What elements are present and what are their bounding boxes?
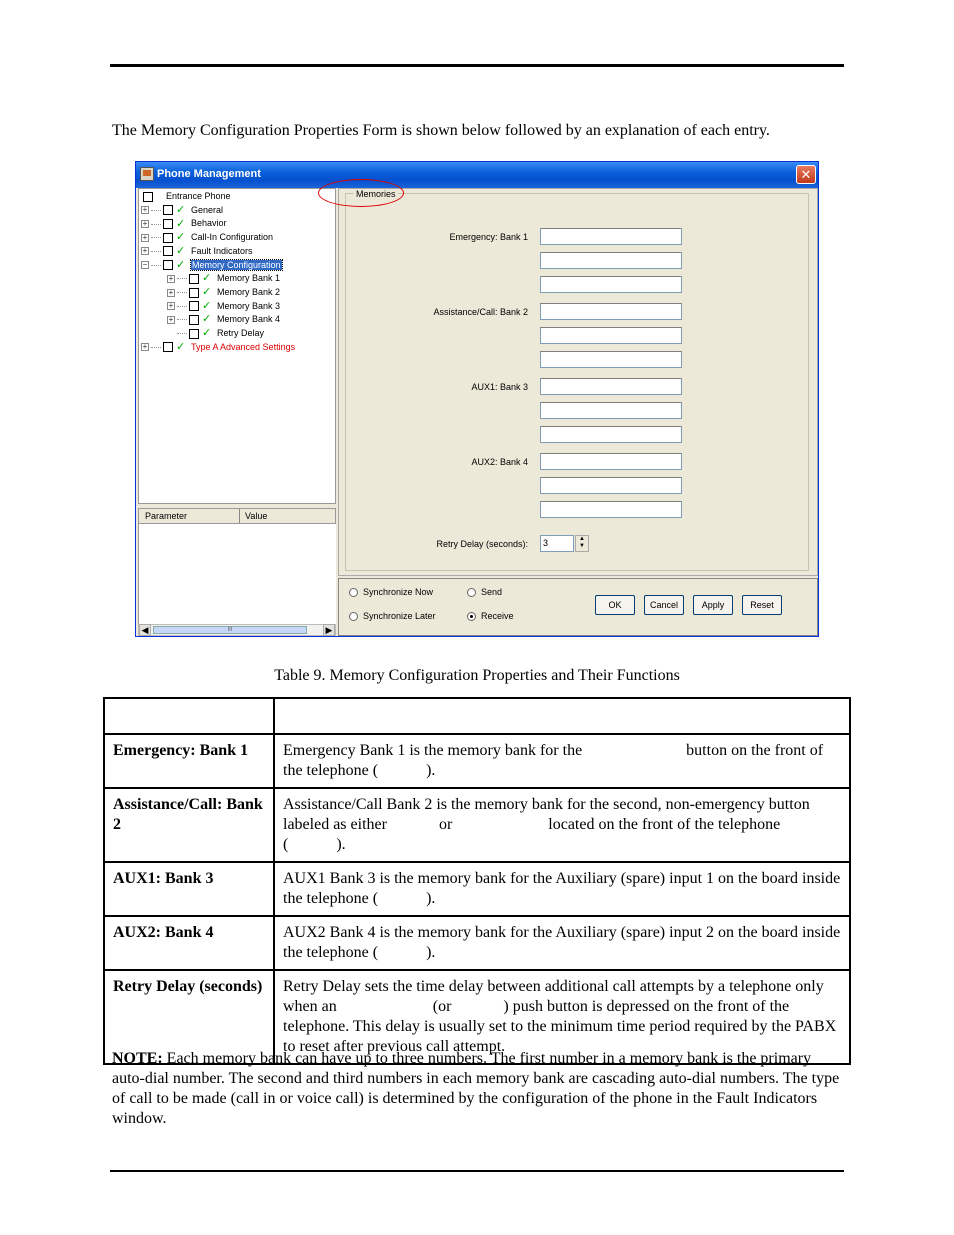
checkbox-icon[interactable] (143, 192, 153, 202)
expand-icon[interactable]: + (168, 273, 174, 283)
checkmark-icon: ✓ (176, 258, 186, 271)
tree-item-label: Call-In Configuration (191, 232, 274, 243)
tree-item[interactable] (167, 300, 280, 313)
parameter-column-header[interactable]: Parameter (145, 511, 188, 521)
checkmark-icon: ✓ (176, 340, 186, 353)
expand-icon[interactable]: + (168, 314, 174, 324)
table-row: AUX1: Bank 3 AUX1 Bank 3 is the memory bank for the Auxiliary (spare) input 1 on the board inside the telephone ( ). (104, 862, 850, 916)
checkbox-icon[interactable] (163, 205, 173, 215)
expand-icon[interactable]: + (142, 342, 148, 352)
checkmark-icon: ✓ (176, 217, 186, 230)
checkbox-icon[interactable] (163, 233, 173, 243)
checkmark-icon: ✓ (176, 203, 186, 216)
reset-button[interactable]: Reset (742, 595, 782, 615)
parameter-grid-header (138, 508, 336, 524)
close-button[interactable]: ✕ (796, 165, 816, 184)
checkmark-icon: ✓ (202, 327, 212, 340)
tree-connector (151, 210, 161, 211)
bank3-label: AUX1: Bank 3 (471, 382, 528, 392)
tree-item[interactable] (141, 341, 295, 354)
scroll-left-icon[interactable]: ◀ (139, 624, 151, 636)
ok-button[interactable]: OK (595, 595, 635, 615)
highlight-ellipse (318, 179, 404, 207)
note-paragraph (112, 1049, 842, 1129)
title-bar[interactable] (136, 162, 818, 188)
tree-item[interactable] (167, 286, 280, 299)
note-text: Each memory bank can have up to three numbers. The first number in a memory bank is the primary auto-dial number. The second and third numbers in each memory bank are cascading auto-dial numbers. The type of call to be made (call in or voice call) is determined by the configuration of the phone in the Fault Indicators window. (112, 1050, 840, 1127)
tree-connector (177, 292, 187, 293)
tree-item-label: General (191, 204, 224, 215)
properties-table (103, 697, 851, 1065)
tree-item-label: Memory Bank 4 (217, 314, 281, 325)
memories-panel (338, 188, 818, 576)
tree-connector (151, 237, 161, 238)
tree-connector (151, 224, 161, 225)
header-rule (110, 64, 844, 67)
tree-connector (177, 319, 187, 320)
table-row: AUX2: Bank 4 AUX2 Bank 4 is the memory bank for the Auxiliary (spare) input 2 on the board inside the telephone ( ). (104, 916, 850, 970)
tree-item-label: Behavior (191, 218, 227, 229)
footer-rule (110, 1170, 844, 1172)
tree-connector (151, 251, 161, 252)
parameter-grid (138, 524, 336, 624)
checkmark-icon: ✓ (202, 299, 212, 312)
checkbox-icon[interactable] (189, 288, 199, 298)
tree-item-label: Fault Indicators (191, 245, 253, 256)
checkbox-icon[interactable] (189, 274, 199, 284)
expand-icon[interactable]: + (168, 287, 174, 297)
note-label: NOTE: (112, 1050, 163, 1067)
retry-delay-spinner[interactable]: ▲ ▼ (575, 535, 589, 552)
checkbox-icon[interactable] (163, 342, 173, 352)
tree-item[interactable] (167, 313, 280, 326)
tree-item[interactable] (141, 245, 253, 258)
scroll-thumb[interactable]: III (153, 626, 307, 634)
settings-tree (138, 188, 336, 504)
checkbox-icon[interactable] (189, 329, 199, 339)
phone-management-window (135, 161, 819, 637)
tree-item[interactable] (141, 259, 282, 272)
checkbox-icon[interactable] (189, 315, 199, 325)
bank4-label: AUX2: Bank 4 (471, 457, 528, 467)
receive-radio[interactable]: Receive (467, 611, 514, 621)
apply-button[interactable]: Apply (693, 595, 733, 615)
expand-icon[interactable]: + (142, 246, 148, 256)
tree-item-label: Memory Configuration (192, 259, 281, 270)
tree-item[interactable] (167, 272, 280, 285)
table-header-row (104, 698, 850, 734)
sync-now-radio[interactable]: Synchronize Now (349, 587, 433, 597)
tree-connector (177, 333, 187, 334)
tree-item[interactable] (167, 327, 264, 340)
checkbox-icon[interactable] (163, 219, 173, 229)
cancel-button[interactable]: Cancel (644, 595, 684, 615)
tree-item-label: Retry Delay (217, 328, 265, 339)
intro-paragraph: The Memory Configuration Properties Form is shown below followed by an explanation of each entry. (112, 122, 770, 139)
window-title: Phone Management (157, 168, 261, 180)
radio-on-icon (467, 612, 476, 621)
tree-item[interactable] (141, 204, 223, 217)
tree-item-label: Entrance Phone (166, 191, 231, 202)
retry-delay-input[interactable]: 3 (540, 535, 574, 552)
memories-group-title: Memories (356, 189, 396, 199)
tree-connector (151, 347, 161, 348)
tree-item[interactable] (141, 190, 231, 203)
radio-off-icon (349, 588, 358, 597)
app-icon (140, 167, 154, 181)
expand-icon[interactable]: + (168, 301, 174, 311)
radio-off-icon (349, 612, 358, 621)
expand-icon[interactable]: + (142, 205, 148, 215)
value-column-header[interactable]: Value (245, 511, 268, 521)
column-divider[interactable] (239, 509, 240, 523)
sync-later-radio[interactable]: Synchronize Later (349, 611, 436, 621)
expand-icon[interactable]: + (142, 232, 148, 242)
horizontal-scrollbar[interactable] (138, 624, 336, 636)
memories-group (345, 189, 809, 571)
table-caption: Table 9. Memory Configuration Properties and Their Functions (274, 667, 680, 684)
scroll-right-icon[interactable]: ▶ (323, 624, 335, 636)
collapse-icon[interactable]: − (142, 260, 148, 270)
tree-item[interactable] (141, 231, 273, 244)
checkbox-icon[interactable] (163, 246, 173, 256)
tree-connector (151, 265, 161, 266)
tree-connector (177, 306, 187, 307)
checkbox-icon[interactable] (189, 301, 199, 311)
checkmark-icon: ✓ (202, 286, 212, 299)
table-row: Retry Delay (seconds) Retry Delay sets the time delay between additional call attempts by a telephone only when an (or ) push button is depressed on the front of the telephone. This delay is usually set to the minimum time period required by the PABX to reset after previous call attempt. (104, 970, 850, 1064)
tree-item-label: Memory Bank 1 (217, 273, 281, 284)
radio-off-icon (467, 588, 476, 597)
expand-icon[interactable]: + (142, 219, 148, 229)
bank1-label: Emergency: Bank 1 (449, 232, 528, 242)
checkmark-icon: ✓ (176, 231, 186, 244)
send-radio[interactable]: Send (467, 587, 502, 597)
table-row: Emergency: Bank 1 Emergency Bank 1 is the memory bank for the button on the front of the telephone ( ). (104, 734, 850, 788)
table-row: Assistance/Call: Bank 2 Assistance/Call Bank 2 is the memory bank for the second, non-emergency button labeled as either or located on the front of the telephone ( ). (104, 788, 850, 862)
sync-panel (338, 578, 818, 636)
checkmark-icon: ✓ (202, 272, 212, 285)
tree-item[interactable] (141, 217, 227, 230)
tree-item-label: Memory Bank 2 (217, 287, 281, 298)
bank2-label: Assistance/Call: Bank 2 (433, 307, 528, 317)
tree-item-label: Memory Bank 3 (217, 300, 281, 311)
checkmark-icon: ✓ (202, 313, 212, 326)
checkmark-icon: ✓ (176, 244, 186, 257)
tree-connector (177, 278, 187, 279)
retry-delay-label: Retry Delay (seconds): (436, 539, 528, 549)
tree-item-label: Type A Advanced Settings (191, 341, 296, 352)
checkbox-icon[interactable] (163, 260, 173, 270)
